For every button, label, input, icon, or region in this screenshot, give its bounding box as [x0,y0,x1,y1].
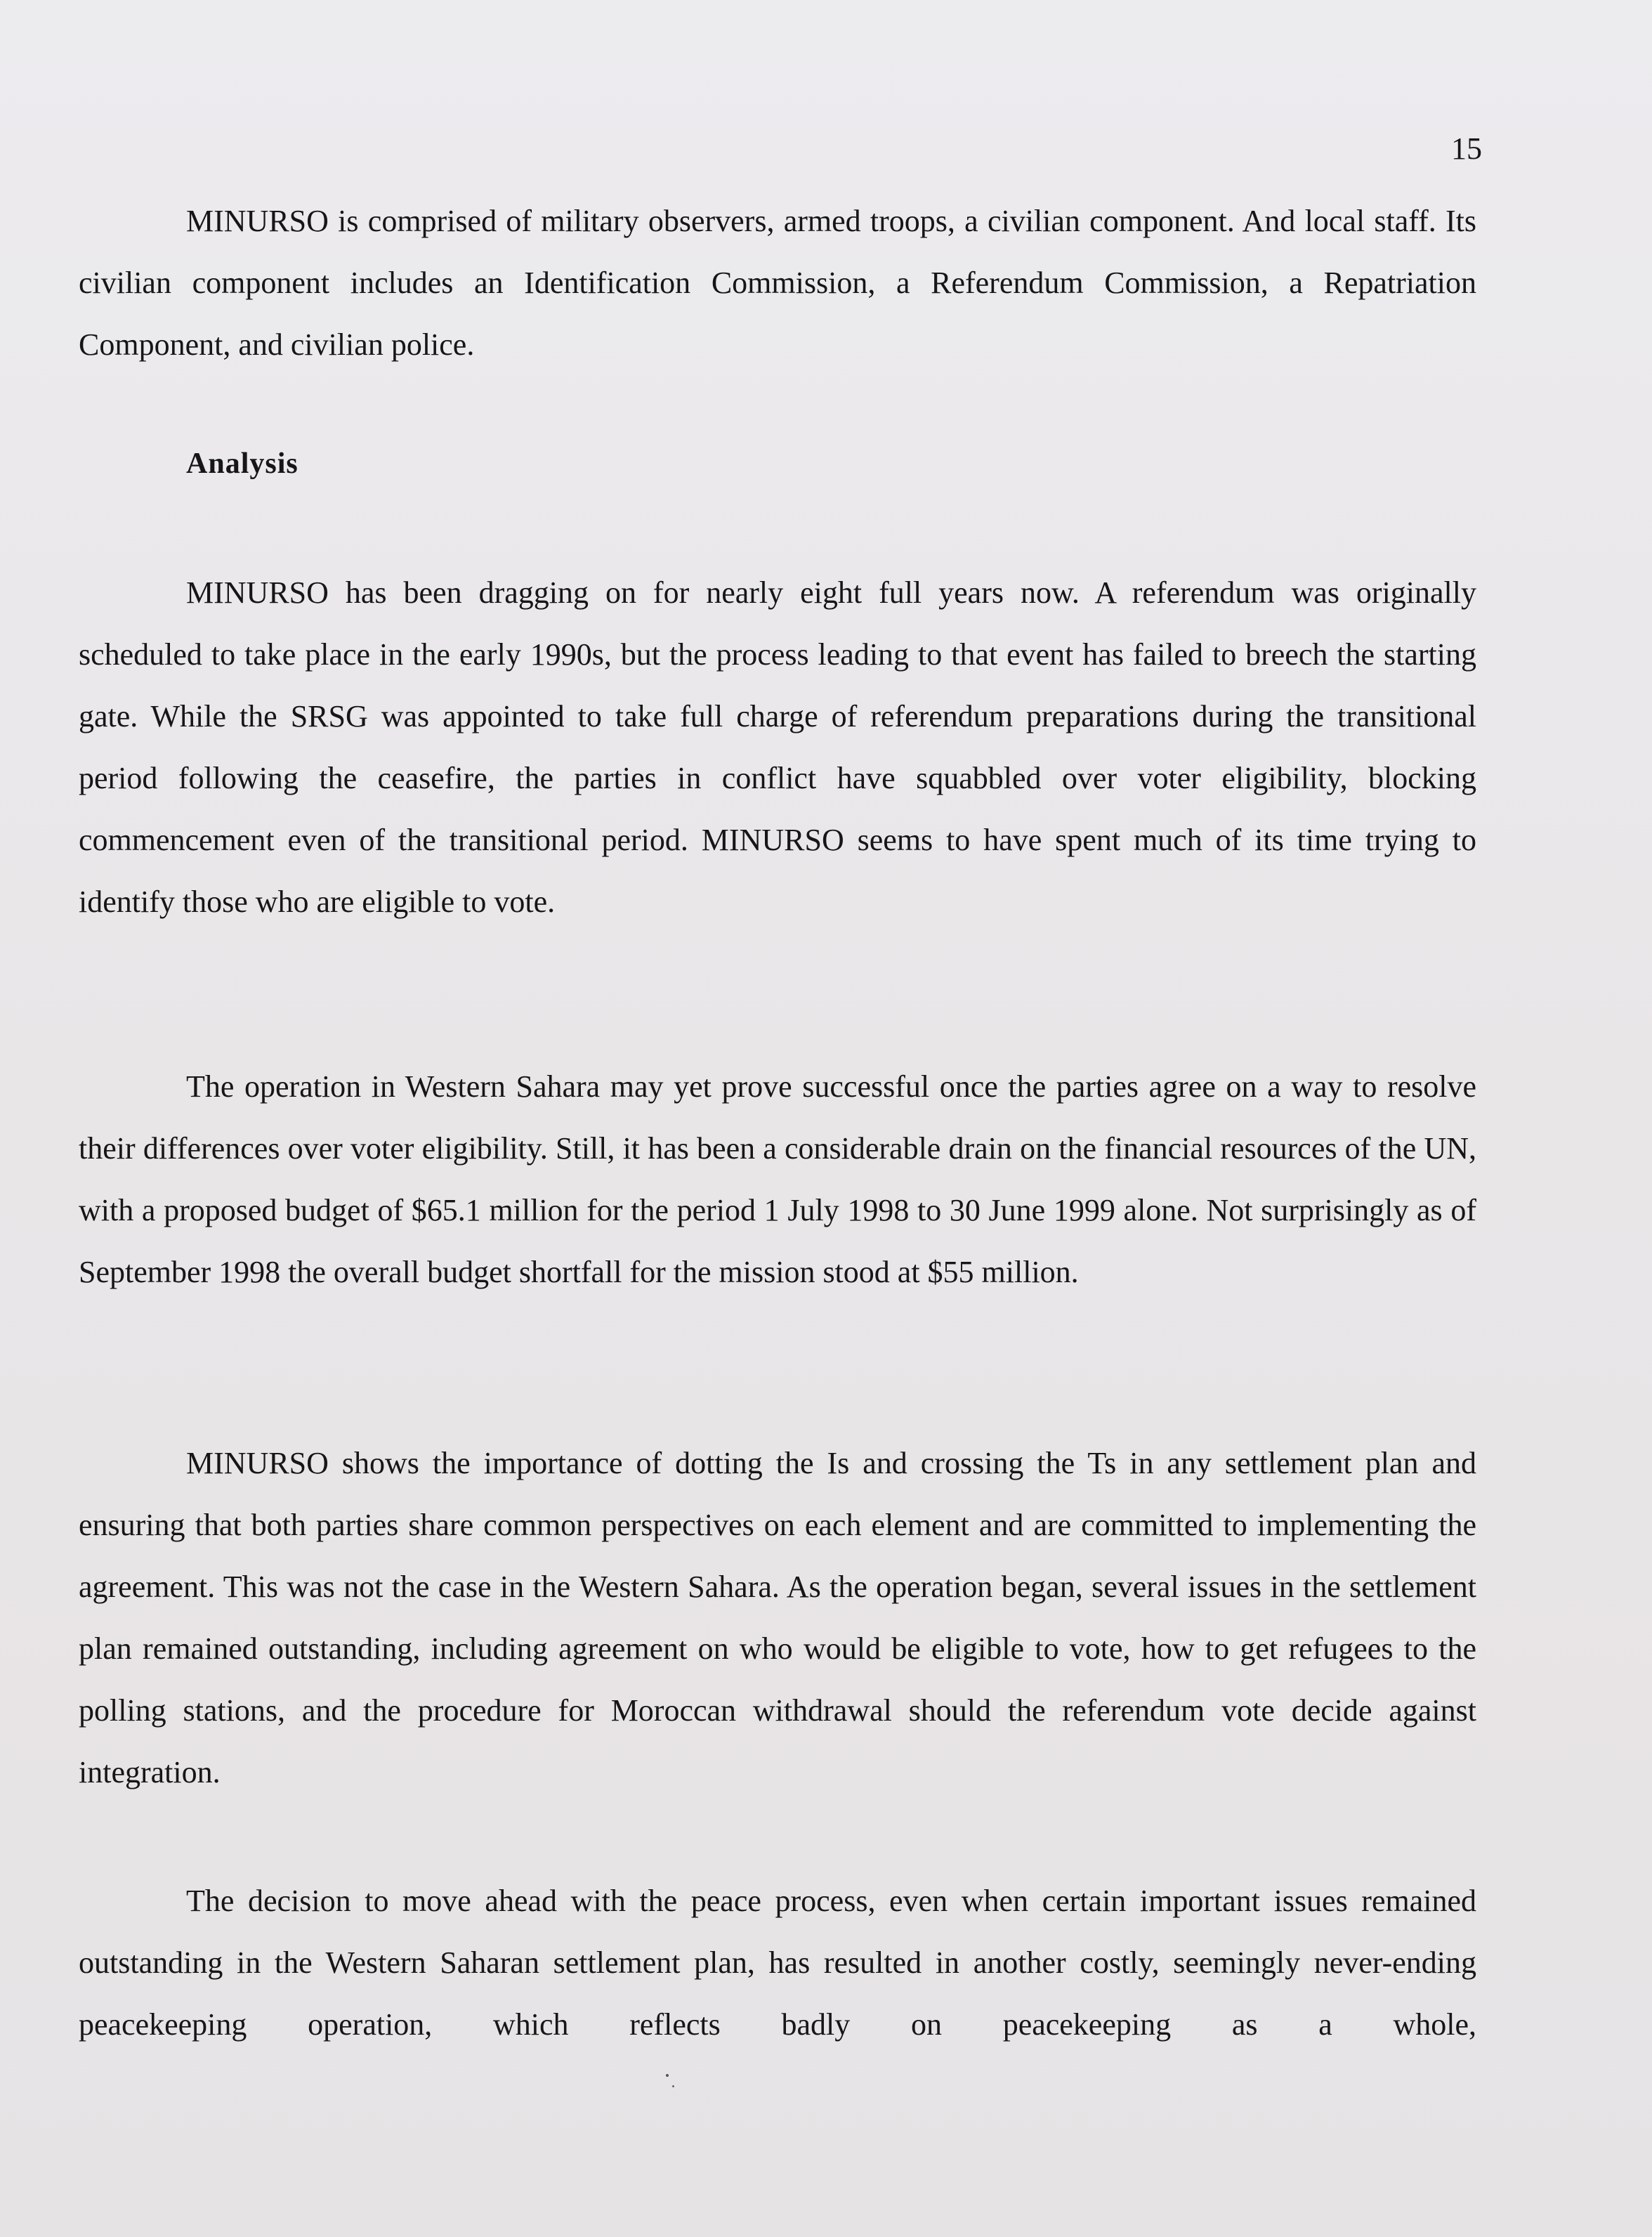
paragraph-text: The operation in Western Sahara may yet prove successful once the parties agree on a way to resolve their differences over voter eligibility. Still, it has been a considerable drain on the financial resources of the UN, with a proposed budget of $65.1 million for the period 1 July 1998 to 30 June 1999 alone. Not surprisingly as of September 1998 the overall budget shortfall for the mission stood at $55 million. [79,1069,1476,1289]
paragraph-western-sahara-operation [79,1056,1476,1303]
paragraph-text: The decision to move ahead with the peace process, even when certain important issues remained outstanding in the Western Saharan settlement plan, has resulted in another costly, seemingly never-ending peacekeeping operation, which reflects badly on peacekeeping as a whole, [79,1884,1476,2042]
paragraph-text: MINURSO shows the importance of dotting the Is and crossing the Ts in any settlement plan and ensuring that both parties share common perspectives on each element and are committed to implementing the agreement. This was not the case in the Western Sahara. As the operation began, several issues in the settlement plan remained outstanding, including agreement on who would be eligible to vote, how to get refugees to the polling stations, and the procedure for Moroccan withdrawal should the referendum vote decide against integration. [79,1446,1476,1789]
paragraph-dragging-on [79,562,1476,933]
paragraph-settlement-plan [79,1433,1476,1804]
paragraph-text: MINURSO has been dragging on for nearly eight full years now. A referendum was originally scheduled to take place in the early 1990s, but the process leading to that event has failed to breech the starting gate. While the SRSG was appointed to take full charge of referendum preparations during the transitional period following the ceasefire, the parties in conflict have squabbled over voter eligibility, blocking commencement even of the transitional period. MINURSO seems to have spent much of its time trying to identify those who are eligible to vote. [79,575,1476,919]
page-number: 15 [1451,131,1482,166]
paragraph-text: MINURSO is comprised of military observers, armed troops, a civilian component. And local staff. Its civilian component includes an Identification Commission, a Referendum Commission, a Repatriation Component, and civilian police. [79,204,1476,362]
scan-speck [672,2085,674,2087]
paragraph-peace-process-decision [79,1870,1476,2056]
paragraph-minurso-composition [79,190,1476,376]
scan-speck [666,2074,669,2077]
section-heading-analysis: Analysis [186,448,299,480]
